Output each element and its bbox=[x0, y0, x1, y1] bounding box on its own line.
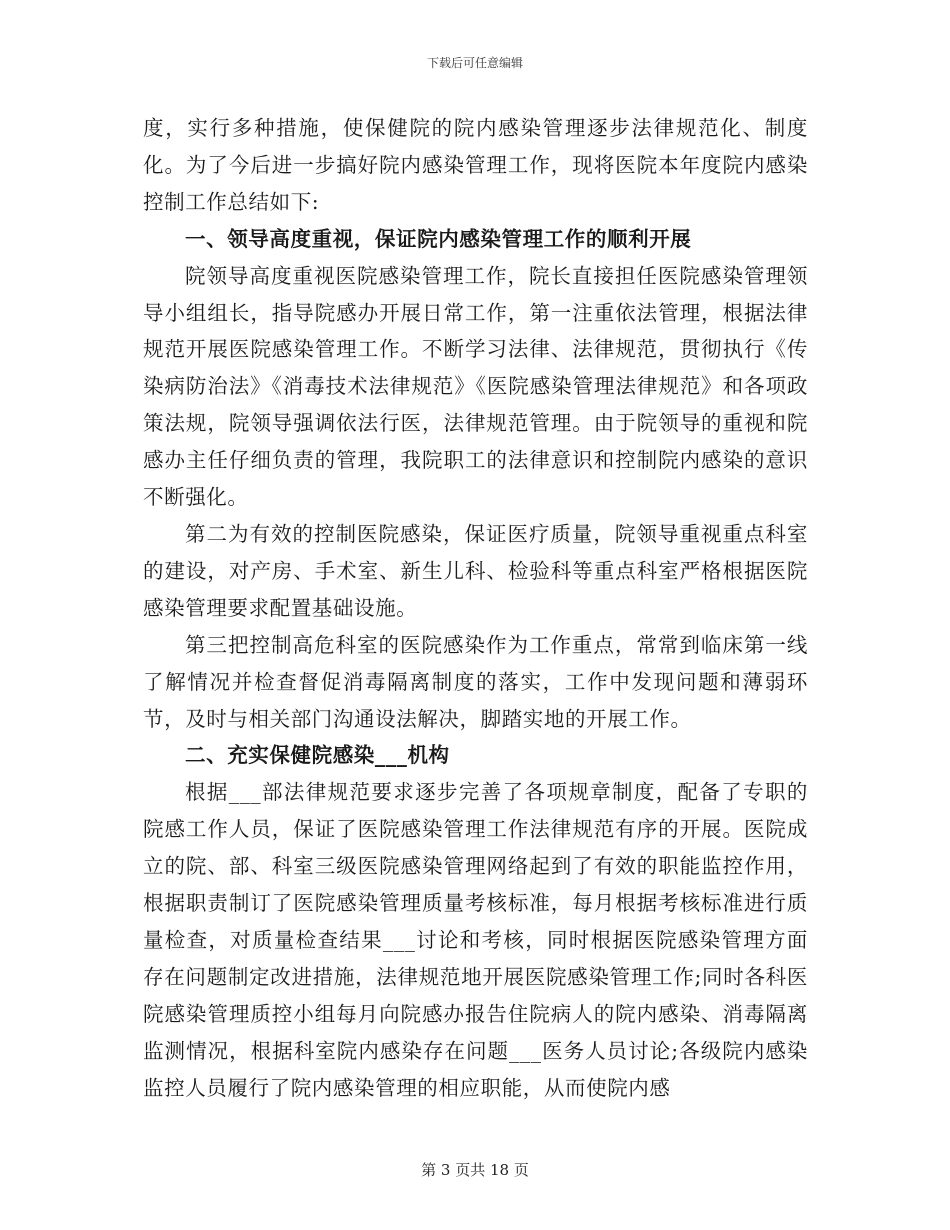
document-body bbox=[143, 110, 808, 1106]
paragraph-intro: 度，实行多种措施，使保健院的院内感染管理逐步法律规范化、制度化。为了今后进一步搞好院内感染管理工作，现将医院本年度院内感染控制工作总结如下: bbox=[143, 116, 808, 214]
page-header: 下载后可任意编辑 bbox=[426, 56, 523, 70]
paragraph-key-departments: 第二为有效的控制医院感染，保证医疗质量，院领导重视重点科室的建设，对产房、手术室、新生儿科、检验科等重点科室严格根据医院感染管理要求配置基础设施。 bbox=[143, 521, 808, 620]
paragraph-organization: 根据___部法律规范要求逐步完善了各项规章制度，配备了专职的院感工作人员，保证了医院感染管理工作法律规范有序的开展。医院成立的院、部、科室三级医院感染管理网络起到了有效的职能监控作用，根据职责制订了医院感染管理质量考核标准，每月根据考核标准进行质量检查，对质量检查结果___讨论和考核，同时根据医院感染管理方面存在问题制定改进措施，法律规范地开展医院感染管理工作;同时各科医院感染管理质控小组每月向院感办报告住院病人的院内感染、消毒隔离监测情况，根据科室院内感染存在问题___医务人员讨论;各级院内感染监控人员履行了院内感染管理的相应职能，从而使院内感 bbox=[143, 780, 808, 1100]
paragraph-leadership: 院领导高度重视医院感染管理工作，院长直接担任医院感染管理领导小组组长，指导院感办开展日常工作，第一注重依法管理，根据法律规范开展医院感染管理工作。不断学习法律、法律规范，贯彻执行《传染病防治法》《消毒技术法律规范》《医院感染管理法律规范》和各项政策法规，院领导强调依法行医，法律规范管理。由于院领导的重视和院感办主任仔细负责的管理，我院职工的法律意识和控制院内感染的意识不断强化。 bbox=[143, 263, 808, 510]
section-heading-1: 一、领导高度重视，保证院内感染管理工作的顺利开展 bbox=[185, 226, 692, 251]
paragraph-high-risk: 第三把控制高危科室的医院感染作为工作重点，常常到临床第一线了解情况并检查督促消毒隔离制度的落实，工作中发现问题和薄弱环节，及时与相关部门沟通设法解决，脚踏实地的开展工作。 bbox=[143, 632, 808, 731]
page-number: 第 3 页共 18 页 bbox=[421, 1161, 529, 1179]
section-heading-2: 二、充实保健院感染___机构 bbox=[185, 743, 450, 768]
